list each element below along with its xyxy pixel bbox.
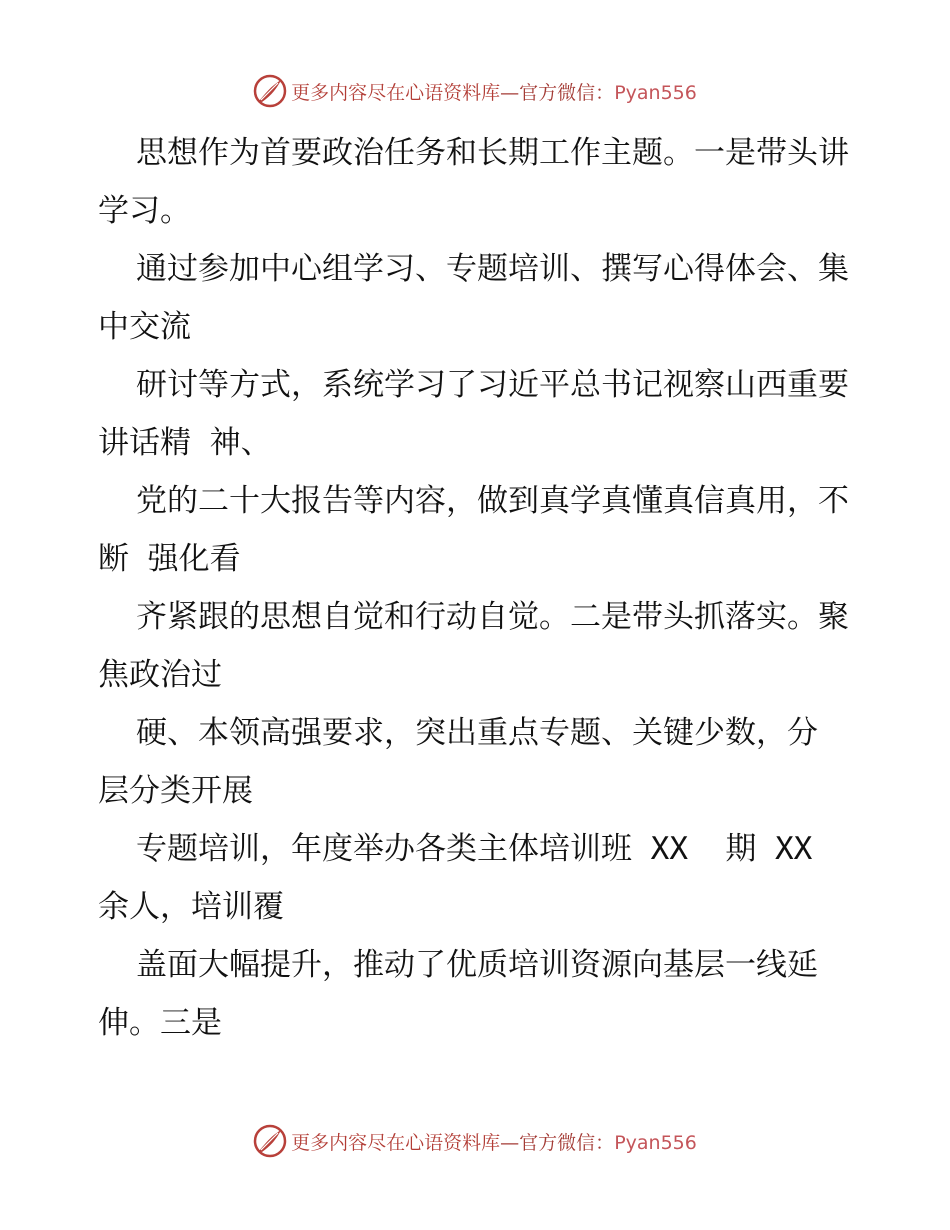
document-body [98,124,868,1052]
footer-watermark [0,1121,950,1161]
paragraph-3: 研讨等方式，系统学习了习近平总书记视察山西重要讲话精 神、 [98,367,849,461]
header-watermark [0,71,950,111]
paragraph-5: 齐紧跟的思想自觉和行动自觉。二是带头抓落实。聚 焦政治过 [98,599,868,693]
paragraph-6: 硬、本领高强要求，突出重点专题、关键少数，分 层分类开展 [98,715,837,809]
paragraph-4: 党的二十大报告等内容，做到真学真懂真信真用，不断 强化看 [98,483,849,577]
header-contact-label: 官方微信： [519,81,615,104]
footer-text [291,1128,697,1155]
header-site-text: 更多内容尽在心语资料库 [291,81,501,104]
quill-pen-logo-icon [253,1124,287,1158]
paragraph-8: 盖面大幅提升，推动了优质培训资源向基层一线延伸。三是 [98,947,818,1041]
header-contact-id: Pyan556 [614,81,697,104]
footer-site-text: 更多内容尽在心语资料库 [291,1131,501,1154]
header-separator: — [500,81,520,104]
paragraph-1: 思想作为首要政治任务和长期工作主题。一是带头讲学习。 [98,135,849,229]
footer-contact-id: Pyan556 [614,1131,697,1154]
header-text [291,78,697,105]
quill-pen-logo-icon [253,74,287,108]
footer-contact-label: 官方微信： [519,1131,615,1154]
paragraph-2: 通过参加中心组学习、专题培训、撰写心得体会、集中交流 [98,251,849,345]
paragraph-7: 专题培训，年度举办各类主体培训班 XX 期 XX 余人，培训覆 [98,831,831,925]
footer-separator: — [500,1131,520,1154]
